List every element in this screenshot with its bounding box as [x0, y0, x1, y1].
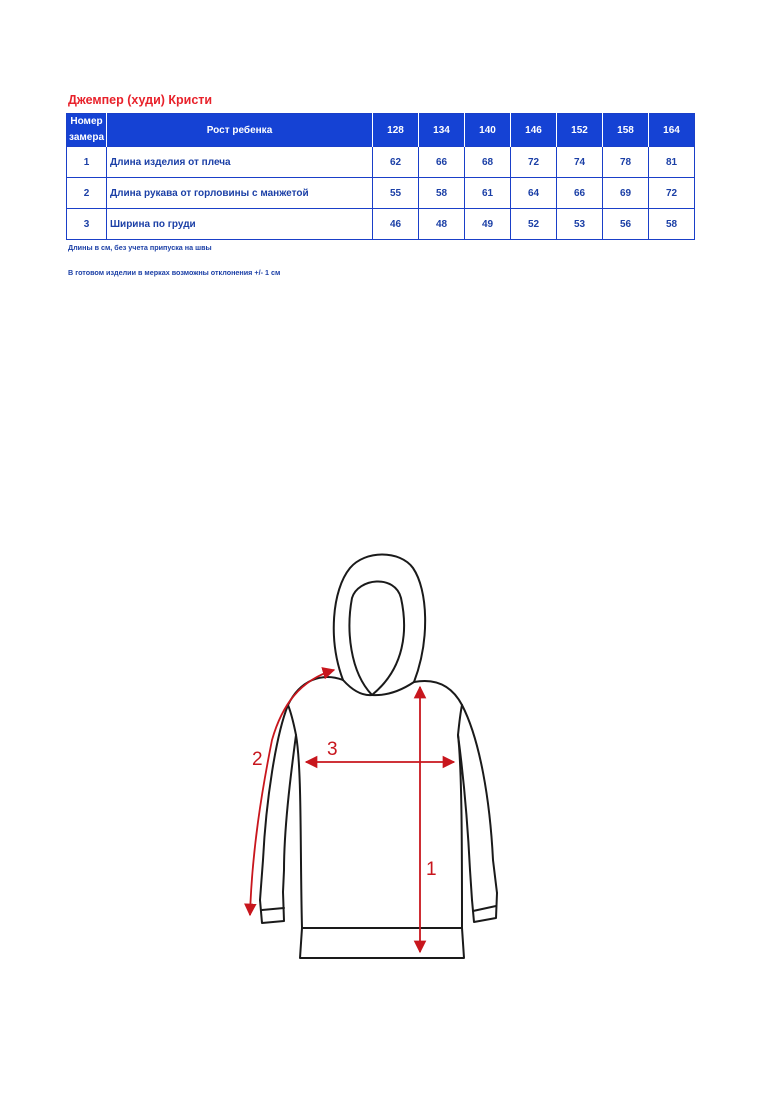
row-value: 68 — [465, 147, 511, 178]
row-number: 2 — [67, 178, 107, 209]
header-size: 140 — [465, 114, 511, 147]
header-size: 158 — [603, 114, 649, 147]
row-measure-name: Ширина по груди — [107, 209, 373, 240]
row-number: 3 — [67, 209, 107, 240]
header-size: 146 — [511, 114, 557, 147]
row-value: 55 — [373, 178, 419, 209]
length-measure-label: 1 — [426, 859, 437, 880]
measurement-lines — [250, 670, 454, 952]
header-child-height: Рост ребенка — [107, 114, 373, 147]
row-value: 48 — [419, 209, 465, 240]
header-size: 128 — [373, 114, 419, 147]
header-number-line2: замера — [68, 132, 105, 143]
row-value: 56 — [603, 209, 649, 240]
row-value: 49 — [465, 209, 511, 240]
tolerance-note: В готовом изделии в мерках возможны отклонения +/- 1 см — [68, 268, 281, 277]
row-value: 46 — [373, 209, 419, 240]
row-value: 58 — [419, 178, 465, 209]
chest-measure-label: 3 — [327, 739, 338, 760]
page-title: Джемпер (худи) Кристи — [68, 93, 213, 107]
header-size: 164 — [649, 114, 695, 147]
header-size: 134 — [419, 114, 465, 147]
seam-allowance-note: Длины в см, без учета припуска на швы — [68, 243, 212, 252]
row-value: 58 — [649, 209, 695, 240]
header-number-line1: Номер — [70, 116, 103, 127]
row-value: 78 — [603, 147, 649, 178]
header-size: 152 — [557, 114, 603, 147]
row-value: 74 — [557, 147, 603, 178]
row-value: 66 — [557, 178, 603, 209]
hoodie-outline — [260, 555, 497, 959]
row-value: 66 — [419, 147, 465, 178]
row-value: 61 — [465, 178, 511, 209]
row-value: 62 — [373, 147, 419, 178]
row-number: 1 — [67, 147, 107, 178]
row-value: 72 — [649, 178, 695, 209]
row-value: 53 — [557, 209, 603, 240]
row-value: 69 — [603, 178, 649, 209]
row-measure-name: Длина изделия от плеча — [107, 147, 373, 178]
row-value: 81 — [649, 147, 695, 178]
row-value: 64 — [511, 178, 557, 209]
row-value: 52 — [511, 209, 557, 240]
sleeve-measure-label: 2 — [252, 749, 263, 770]
row-measure-name: Длина рукава от горловины с манжетой — [107, 178, 373, 209]
row-value: 72 — [511, 147, 557, 178]
